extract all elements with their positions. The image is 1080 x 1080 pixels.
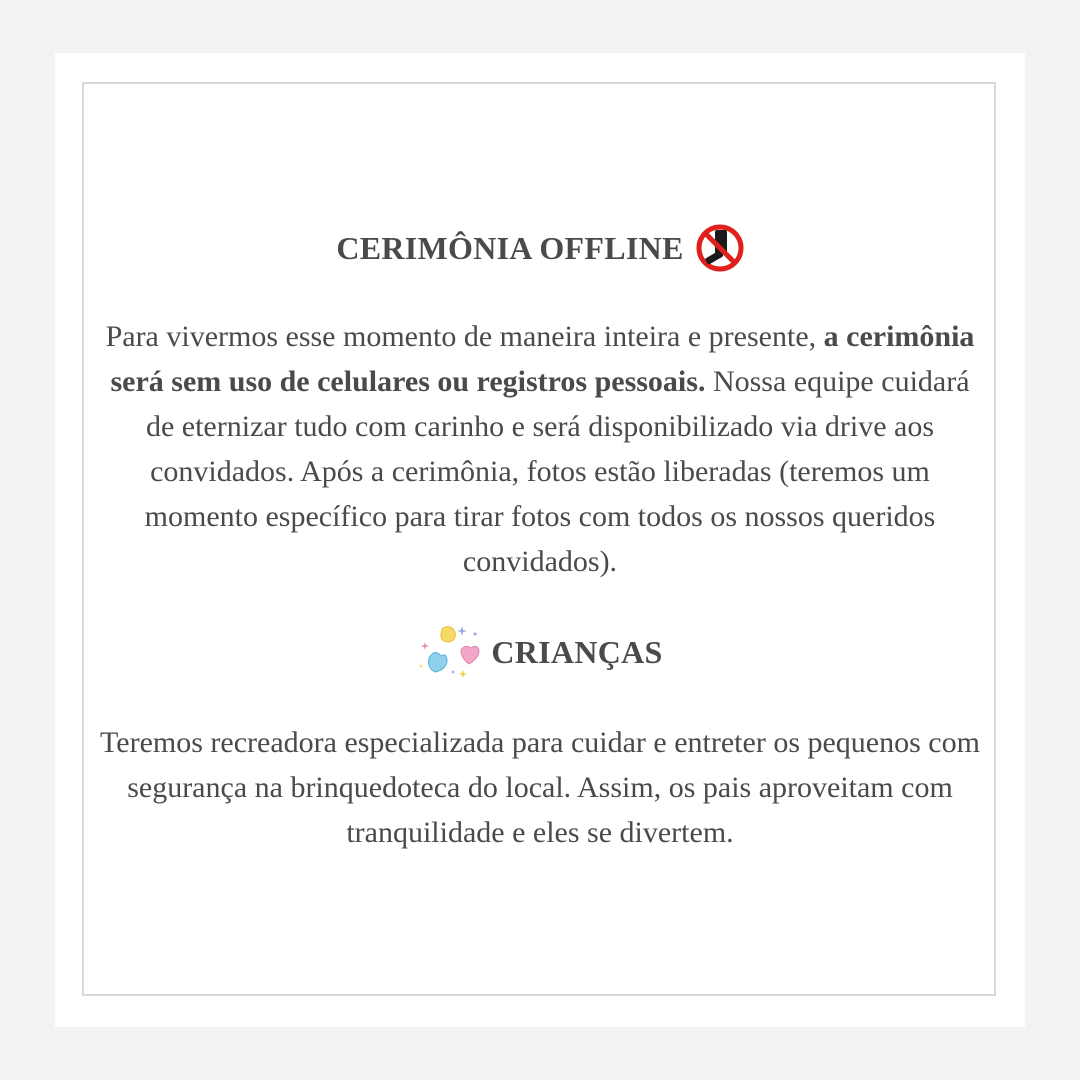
kids-title: CRIANÇAS — [491, 633, 663, 670]
offline-paragraph — [100, 314, 980, 584]
kids-paragraph: Teremos recreadora especializada para cuidar e entreter os pequenos com segurança na brinquedoteca do local. Assim, os pais aproveitam com tranquilidade e eles se divertem. — [100, 726, 980, 849]
offline-text-emphasis: a cerimônia será sem uso de celulares ou registros pessoais. — [110, 320, 975, 398]
confetti-hearts-icon — [417, 622, 483, 682]
no-phone-icon — [696, 224, 744, 272]
offline-title: CERIMÔNIA OFFLINE — [336, 229, 684, 266]
kids-heading — [0, 622, 1080, 682]
offline-heading — [0, 222, 1080, 274]
offline-text-intro: Para vivermos esse momento de maneira inteira e presente, — [105, 320, 824, 353]
offline-text-details: Nossa equipe cuidará de eternizar tudo com carinho e será disponibilizado via drive aos convidados. Após a cerimônia, fotos estão liberadas (teremos um momento específico para tirar fotos com todos os nossos queridos convidados). — [144, 365, 970, 578]
